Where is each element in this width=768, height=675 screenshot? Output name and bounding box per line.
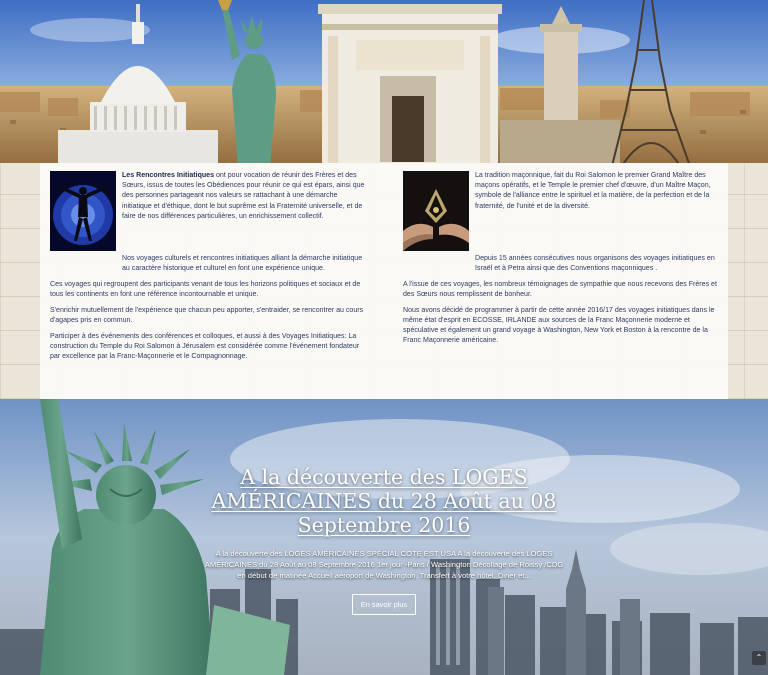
hero-title-link[interactable]: A la découverte des LOGES AMÉRICAINES du 28 Août au 08 Septembre 2016 xyxy=(211,465,557,537)
intro-bold-text: Les Rencontres Initiatiques xyxy=(122,172,215,179)
intro-section xyxy=(0,163,768,399)
chevron-up-icon: ⌃ xyxy=(755,653,763,662)
right-paragraph-4: Nous avons décidé de programmer à partir de cette année 2016/17 des voyages initiatiques dans le même état d'esprit en ECOSSE, IRLANDE aux sources de la Franc Maçonnerie moderne et spéculative et également un grand voyage à Washington, New York et Boston à la rencontre de la Franc Maçonnerie américaine. xyxy=(403,306,715,345)
left-paragraph-3: Ces voyages qui regroupent des participants venant de tous les horizons politiques et sociaux et de tous les continents en font une référence incontournable et unique. xyxy=(50,280,361,299)
right-paragraph-3: A l'issue de ces voyages, les nombreux témoignages de sympathie que nous recevons des Frères et des Sœurs nous remplissent de bonheur. xyxy=(403,280,717,299)
vitruvian-man-image xyxy=(50,171,116,251)
intro-left-column xyxy=(50,171,368,368)
intro-text: ont pour vocation de réunir des Frères et des Sœurs, issus de toutes les Obédiences pour réunir ce qui est épars, ainsi que des personnes partageant nos valeurs se rattachant à une démarche initiatique et d'éthique, dont le but suprême est la Fraternité universelle, et de faire de nos différences particulières, un enrichissement collectif. xyxy=(122,172,365,220)
left-paragraph-5: Participer à des événements des conférences et colloques, et aussi à des Voyages Initiatiques: La construction du Temple du Roi Salomon à Jérusalem est considérée comme l'événement fondateur par excellence par la Franc-Maçonnerie et le Compagnonnage. xyxy=(50,332,360,361)
scroll-to-top-button[interactable] xyxy=(752,651,766,665)
temple-illustration xyxy=(318,4,502,164)
hero-caption xyxy=(196,465,572,615)
hero-slider xyxy=(0,399,768,675)
masonic-hands-image xyxy=(403,171,469,251)
left-paragraph-4: S'enrichir mutuellement de l'expérience que chacun peu apporter, s'entraider, se rencontrer au cours d'agapes pris en commun. xyxy=(50,306,364,325)
learn-more-button[interactable]: En savoir plus xyxy=(352,594,416,615)
left-paragraph-2: Nos voyages culturels et rencontres initiatiques alliant la démarche initiatique au caractère historique et culturel en font une expérience unique. xyxy=(122,255,363,273)
hero-description: A la découverte des LOGES AMÉRICAINES SPÉCIAL COTE EST USA A la découverte des LOGES AMÉRICAINES du 28 Août au 08 Septembre 2016 1er jour -Paris / Washington Décollage de Roissy /CDG en début de matinée Accueil aéroport de Washington. Transfert à votre hôtel. Diner et... xyxy=(204,549,564,580)
right-paragraph-2: Depuis 15 années consécutives nous organisons des voyages initiatiques en Israël et à Petra ainsi que des Conventions maçonniques . xyxy=(475,255,715,273)
right-paragraph-1: La tradition maçonnique, fait du Roi Salomon le premier Grand Maître des maçons opératifs, et le Temple le premier chef d'œuvre, d'un Maître Maçon, symbole de l'alliance entre le spirituel et la matière, de la perfection et de la fraternité, de l'unité et de la diversité. xyxy=(475,172,711,210)
intro-right-column xyxy=(403,171,719,352)
banner-monuments-illustration xyxy=(0,0,768,168)
header-banner xyxy=(0,0,768,168)
